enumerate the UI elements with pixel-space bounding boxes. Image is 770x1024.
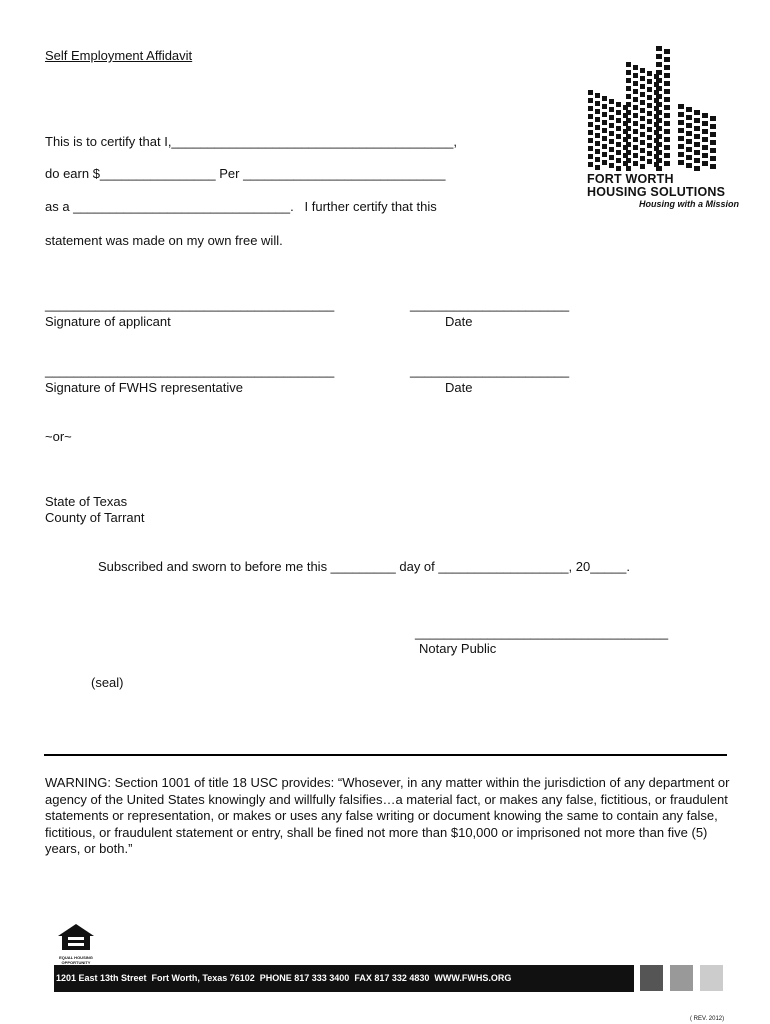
logo-window xyxy=(710,140,716,145)
logo-window xyxy=(602,160,607,165)
logo-window xyxy=(640,76,645,81)
logo-window xyxy=(656,62,662,67)
logo-window xyxy=(664,129,670,134)
logo-window xyxy=(626,94,631,99)
logo-window xyxy=(664,57,670,62)
logo-window xyxy=(640,100,645,105)
logo-window xyxy=(616,150,621,155)
logo-window xyxy=(588,162,593,167)
logo-window xyxy=(647,159,652,164)
logo-window xyxy=(702,129,708,134)
representative-date-label: Date xyxy=(445,380,473,395)
logo-tagline: Housing with a Mission xyxy=(639,199,740,209)
logo-window xyxy=(609,155,614,160)
logo-window xyxy=(694,126,700,131)
logo-window xyxy=(595,117,600,122)
logo-window xyxy=(694,166,700,171)
certify-line: This is to certify that I,_______________________________________, xyxy=(45,134,458,149)
logo-window xyxy=(694,150,700,155)
logo-window xyxy=(710,124,716,129)
logo-window xyxy=(588,146,593,151)
logo-window xyxy=(626,118,631,123)
logo-window xyxy=(640,68,645,73)
logo-window xyxy=(664,161,670,166)
logo-window xyxy=(640,108,645,113)
logo-window xyxy=(602,136,607,141)
logo-window xyxy=(686,131,692,136)
logo-window xyxy=(588,130,593,135)
logo-window xyxy=(609,139,614,144)
logo-window xyxy=(633,161,638,166)
logo-window xyxy=(616,158,621,163)
logo-window xyxy=(678,136,684,141)
logo-window xyxy=(640,156,645,161)
or-separator: ~or~ xyxy=(45,429,72,444)
logo-window xyxy=(633,97,638,102)
notary-signature-line: ___________________________________ xyxy=(415,625,669,640)
logo-window xyxy=(633,81,638,86)
logo-window xyxy=(656,46,662,51)
county-label: County of Tarrant xyxy=(45,510,145,525)
logo-window xyxy=(694,110,700,115)
logo-window xyxy=(678,112,684,117)
logo-window xyxy=(616,166,621,171)
logo-window xyxy=(626,62,631,67)
state-label: State of Texas xyxy=(45,494,128,509)
logo-window xyxy=(602,104,607,109)
logo-window xyxy=(664,65,670,70)
logo-window xyxy=(588,106,593,111)
footer-square-light xyxy=(700,965,723,991)
logo-window xyxy=(647,71,652,76)
logo-window xyxy=(595,165,600,170)
logo-window xyxy=(588,138,593,143)
logo-name-line2: HOUSING SOLUTIONS xyxy=(587,185,726,199)
logo-window xyxy=(656,110,662,115)
logo-window xyxy=(678,152,684,157)
logo-window xyxy=(694,134,700,139)
logo-window xyxy=(588,98,593,103)
logo-window xyxy=(609,131,614,136)
logo-window xyxy=(616,142,621,147)
logo-window xyxy=(686,155,692,160)
logo-window xyxy=(702,161,708,166)
logo-window xyxy=(602,128,607,133)
logo-window xyxy=(609,147,614,152)
notary-label: Notary Public xyxy=(419,641,497,656)
logo-window xyxy=(656,54,662,59)
logo-window xyxy=(609,99,614,104)
logo-window xyxy=(710,116,716,121)
logo-window xyxy=(633,129,638,134)
logo-window xyxy=(702,145,708,150)
logo-window xyxy=(609,163,614,168)
equal-housing-text: EQUAL HOUSING OPPORTUNITY xyxy=(59,955,93,965)
logo-window xyxy=(647,87,652,92)
logo-window xyxy=(664,121,670,126)
logo-window xyxy=(609,115,614,120)
logo-window xyxy=(656,86,662,91)
logo-window xyxy=(647,127,652,132)
logo-window xyxy=(626,70,631,75)
logo-window xyxy=(656,118,662,123)
representative-signature-label: Signature of FWHS representative xyxy=(45,380,243,395)
logo-window xyxy=(664,97,670,102)
logo-window xyxy=(595,141,600,146)
logo-window xyxy=(633,105,638,110)
logo-window xyxy=(595,125,600,130)
logo-window xyxy=(595,133,600,138)
applicant-signature-line: ________________________________________ xyxy=(45,297,335,312)
representative-date-line: ______________________ xyxy=(410,363,570,378)
logo-window xyxy=(678,144,684,149)
logo-window xyxy=(710,164,716,169)
logo-window xyxy=(595,149,600,154)
logo-window xyxy=(633,113,638,118)
logo-window xyxy=(686,139,692,144)
logo-window xyxy=(633,137,638,142)
logo-window xyxy=(678,120,684,125)
logo-window xyxy=(626,126,631,131)
logo-window xyxy=(686,163,692,168)
logo-window xyxy=(647,95,652,100)
earn-line: do earn $________________ Per ____________________________ xyxy=(45,166,446,181)
logo-window xyxy=(633,73,638,78)
logo-window xyxy=(694,118,700,123)
logo-window xyxy=(640,84,645,89)
logo-window xyxy=(616,118,621,123)
logo-window xyxy=(640,164,645,169)
logo-window xyxy=(602,120,607,125)
logo-window xyxy=(595,109,600,114)
logo-window xyxy=(702,153,708,158)
logo-window xyxy=(678,160,684,165)
logo-window xyxy=(588,122,593,127)
logo-window xyxy=(664,145,670,150)
logo-window xyxy=(656,78,662,83)
applicant-signature-label: Signature of applicant xyxy=(45,314,171,329)
logo-window xyxy=(588,114,593,119)
logo-window xyxy=(656,150,662,155)
logo-window xyxy=(602,112,607,117)
section-divider xyxy=(44,754,727,756)
logo-window xyxy=(609,123,614,128)
logo-window xyxy=(602,152,607,157)
logo-window xyxy=(686,147,692,152)
logo-window xyxy=(678,128,684,133)
logo-window xyxy=(664,89,670,94)
logo-window xyxy=(633,153,638,158)
logo-window xyxy=(626,150,631,155)
logo-window xyxy=(633,65,638,70)
equal-housing-badge xyxy=(56,922,96,965)
representative-signature-line: ________________________________________ xyxy=(45,363,335,378)
logo-window xyxy=(702,121,708,126)
logo-window xyxy=(694,158,700,163)
logo-window xyxy=(647,135,652,140)
applicant-date-line: ______________________ xyxy=(410,297,570,312)
page-title: Self Employment Affidavit xyxy=(45,48,193,63)
logo-window xyxy=(664,113,670,118)
logo-window xyxy=(626,110,631,115)
revision-label: ( REV. 2012) xyxy=(690,1016,725,1022)
logo-window xyxy=(647,143,652,148)
logo-window xyxy=(656,134,662,139)
logo-window xyxy=(710,148,716,153)
logo-window xyxy=(633,121,638,126)
logo-window xyxy=(664,73,670,78)
logo-window xyxy=(602,144,607,149)
logo-window xyxy=(647,151,652,156)
logo-window xyxy=(686,107,692,112)
logo-window xyxy=(640,116,645,121)
logo-window xyxy=(656,166,662,171)
equal-housing-icon xyxy=(56,922,96,952)
logo-window xyxy=(616,134,621,139)
logo-window xyxy=(595,101,600,106)
footer-square-medium xyxy=(670,965,693,991)
logo-window xyxy=(664,153,670,158)
logo-name-line1: FORT WORTH xyxy=(587,172,674,186)
logo-window xyxy=(647,119,652,124)
logo-window xyxy=(664,105,670,110)
logo-window xyxy=(656,158,662,163)
logo-window xyxy=(647,111,652,116)
logo-window xyxy=(626,142,631,147)
logo-window xyxy=(686,115,692,120)
logo-window xyxy=(678,104,684,109)
footer-square-dark xyxy=(640,965,663,991)
logo-window xyxy=(710,132,716,137)
logo-window xyxy=(588,90,593,95)
logo-window xyxy=(595,157,600,162)
logo-window xyxy=(640,140,645,145)
sworn-statement: Subscribed and sworn to before me this _________ day of __________________, 20_____. xyxy=(98,559,630,574)
logo-window xyxy=(616,102,621,107)
logo-window xyxy=(656,126,662,131)
footer-address-bar: 1201 East 13th Street Fort Worth, Texas 76102 PHONE 817 333 3400 FAX 817 332 4830 WWW.FWHS.ORG xyxy=(54,965,634,992)
logo-window xyxy=(626,86,631,91)
logo-window xyxy=(664,81,670,86)
applicant-date-label: Date xyxy=(445,314,473,329)
logo-window xyxy=(647,103,652,108)
logo-window xyxy=(633,145,638,150)
logo-window xyxy=(647,79,652,84)
logo-name xyxy=(587,173,725,199)
logo-window xyxy=(656,102,662,107)
logo-window xyxy=(640,92,645,97)
logo-window xyxy=(626,166,631,171)
logo-window xyxy=(626,134,631,139)
logo-window xyxy=(640,132,645,137)
logo-window xyxy=(616,110,621,115)
logo-window xyxy=(602,96,607,101)
seal-label: (seal) xyxy=(91,675,124,690)
logo-window xyxy=(710,156,716,161)
logo-window xyxy=(656,94,662,99)
logo-window xyxy=(664,49,670,54)
logo-window xyxy=(588,154,593,159)
logo-window xyxy=(686,123,692,128)
logo-window xyxy=(626,78,631,83)
warning-text: WARNING: Section 1001 of title 18 USC provides: “Whosever, in any matter within the jurisdiction of any department or agency of the United States knowingly and willfully falsifies…a material fact, or makes any false, fictitious, or fraudulent statements or representation, or makes or uses any false writing or document knowing the same to contain any false, fictitious, or fraudulent statement or entry, shall be fined not more than $10,000 or imprisoned not more than five (5) years, or both.” xyxy=(45,775,730,856)
logo-window xyxy=(694,142,700,147)
logo-window xyxy=(702,113,708,118)
logo-window xyxy=(656,142,662,147)
logo-window xyxy=(702,137,708,142)
logo-window xyxy=(656,70,662,75)
logo-window xyxy=(626,102,631,107)
logo-window xyxy=(633,89,638,94)
logo-window xyxy=(640,148,645,153)
logo-window xyxy=(595,93,600,98)
logo-window xyxy=(640,124,645,129)
logo-window xyxy=(616,126,621,131)
logo-window xyxy=(664,137,670,142)
logo-window xyxy=(609,107,614,112)
logo-window xyxy=(626,158,631,163)
occupation-line: as a ______________________________. I further certify that this xyxy=(45,199,437,214)
statement-line: statement was made on my own free will. xyxy=(45,233,283,248)
